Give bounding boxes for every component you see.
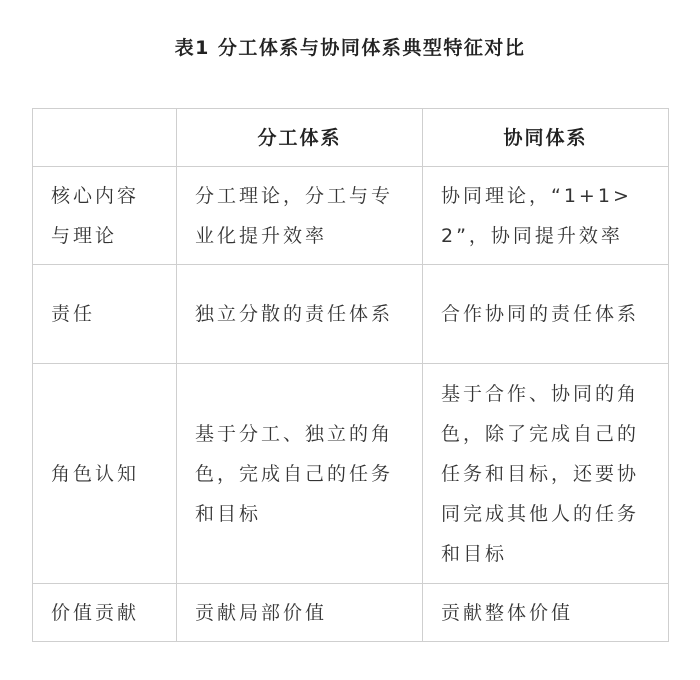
- row-label: 价值贡献: [33, 584, 177, 642]
- division-cell: 基于分工、独立的角色，完成自己的任务和目标: [177, 364, 423, 584]
- division-cell: 分工理论，分工与专业化提升效率: [177, 167, 423, 265]
- synergy-cell: 贡献整体价值: [423, 584, 669, 642]
- synergy-cell: 基于合作、协同的角色，除了完成自己的任务和目标，还要协同完成其他人的任务和目标: [423, 364, 669, 584]
- table-row: [33, 265, 669, 364]
- division-cell: 独立分散的责任体系: [177, 265, 423, 364]
- header-row: [33, 109, 669, 167]
- table-caption: 表1 分工体系与协同体系典型特征对比: [174, 37, 526, 59]
- header-cell-empty: [33, 109, 177, 167]
- table-row: [33, 364, 669, 584]
- row-label: 核心内容与理论: [33, 167, 177, 265]
- row-label: 责任: [33, 265, 177, 364]
- table-row: [33, 584, 669, 642]
- division-cell: 贡献局部价值: [177, 584, 423, 642]
- header-cell-synergy: 协同体系: [423, 109, 669, 167]
- table-row: [33, 167, 669, 265]
- synergy-cell: 合作协同的责任体系: [423, 265, 669, 364]
- header-cell-division: 分工体系: [177, 109, 423, 167]
- row-label: 角色认知: [33, 364, 177, 584]
- synergy-cell: 协同理论，“1+1>2”，协同提升效率: [423, 167, 669, 265]
- comparison-table: [32, 108, 669, 642]
